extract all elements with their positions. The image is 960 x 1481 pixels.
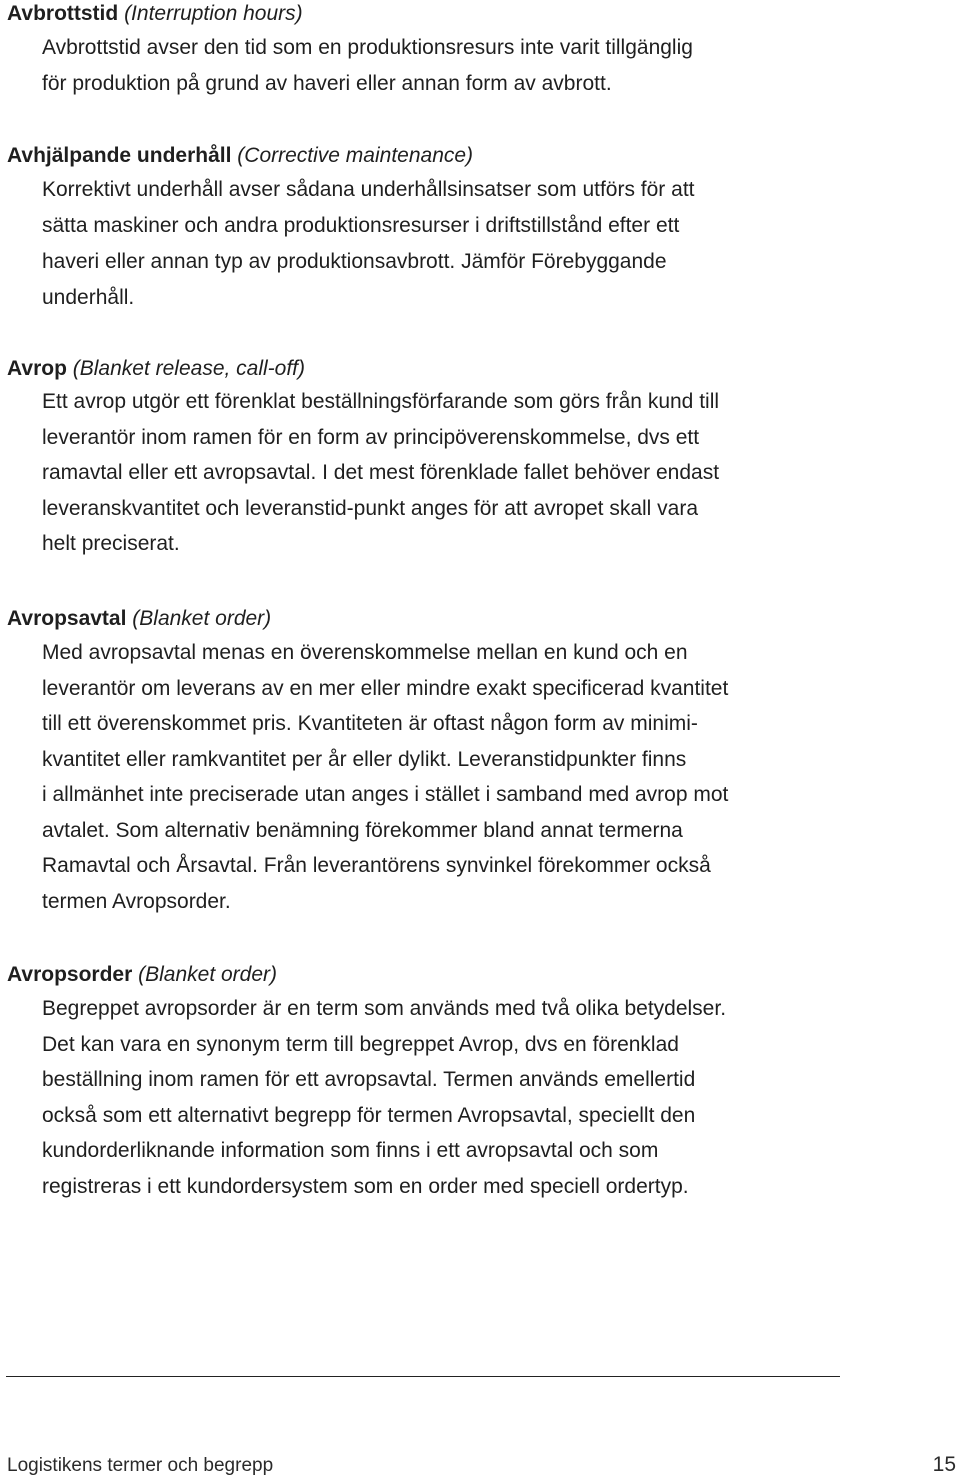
glossary-entry-avbrottstid (7, 0, 907, 102)
definition-line: leverantör inom ramen för en form av principöverenskommelse, dvs ett (42, 425, 700, 449)
definition-line: Avbrottstid avser den tid som en produktionsresurs inte varit tillgänglig (42, 36, 693, 59)
definition-line: också som ett alternativt begrepp för termen Avropsavtal, speciellt den (42, 1103, 696, 1127)
definition-line: kvantitet eller ramkvantitet per år eller dylikt. Leveranstidpunkter finns (42, 747, 687, 771)
term-definition (42, 991, 907, 1204)
definition-line: Korrektivt underhåll avser sådana underhållsinsatser som utförs för att (42, 178, 695, 201)
definition-line: leveranskvantitet och leveranstid-punkt anges för att avropet skall vara (42, 496, 699, 520)
term-english: (Corrective maintenance) (237, 144, 474, 167)
term-definition (42, 172, 907, 316)
definition-line: underhåll. (42, 286, 135, 309)
term-name: Avrop (7, 357, 67, 380)
definition-line: ramavtal eller ett avropsavtal. I det mest förenklade fallet behöver endast (42, 461, 720, 484)
term-name: Avbrottstid (7, 2, 119, 25)
footer-divider (6, 1376, 840, 1377)
definition-line: Ramavtal och Årsavtal. Från leverantörens synvinkel förekommer också (42, 854, 711, 877)
term-heading (7, 142, 907, 170)
definition-line: beställning inom ramen för ett avropsavtal. Termen används emellertid (42, 1068, 696, 1091)
definition-line: Ett avrop utgör ett förenklat beställningsförfarande som görs från kund till (42, 390, 720, 413)
definition-line: registreras i ett kundordersystem som en order med speciell ordertyp. (42, 1174, 689, 1198)
term-english: (Blanket order) (138, 963, 277, 986)
definition-line: haveri eller annan typ av produktionsavbrott. Jämför Förebyggande (42, 250, 667, 273)
term-english: (Blanket release, call-off) (72, 357, 306, 380)
term-heading (7, 605, 907, 633)
definition-line: i allmänhet inte preciserade utan anges i stället i samband med avrop mot (42, 783, 729, 806)
term-name: Avropsorder (7, 963, 133, 986)
definition-line: leverantör om leverans av en mer eller mindre exakt specificerad kvantitet (42, 676, 729, 700)
term-english: (Interruption hours) (124, 2, 303, 25)
term-definition (42, 635, 907, 919)
definition-line: till ett överenskommet pris. Kvantiteten är oftast någon form av minimi- (42, 712, 698, 735)
definition-line: termen Avropsorder. (42, 889, 231, 913)
term-name: Avropsavtal (7, 607, 127, 630)
definition-line: för produktion på grund av haveri eller annan form av avbrott. (42, 72, 612, 95)
definition-line: kundorderliknande information som finns i ett avropsavtal och som (42, 1139, 659, 1162)
definition-line: helt preciserat. (42, 532, 180, 555)
definition-line: avtalet. Som alternativ benämning förekommer bland annat termerna (42, 818, 683, 842)
term-definition (42, 384, 907, 562)
glossary-entry-avrop (7, 355, 907, 562)
page-number: 15 (932, 1453, 956, 1476)
term-heading (7, 355, 907, 383)
term-english: (Blanket order) (132, 607, 272, 630)
definition-line: Begreppet avropsorder är en term som används med två olika betydelser. (42, 997, 727, 1020)
definition-line: Det kan vara en synonym term till begreppet Avrop, dvs en förenklad (42, 1032, 679, 1056)
definition-line: sätta maskiner och andra produktionsresurser i driftstillstånd efter ett (42, 214, 680, 237)
glossary-entry-avropsorder (7, 961, 907, 1204)
glossary-entry-avhjalpande-underhall (7, 142, 907, 316)
footer-book-title: Logistikens termer och begrepp (7, 1455, 274, 1476)
definition-line: Med avropsavtal menas en överenskommelse mellan en kund och en (42, 641, 688, 664)
term-name: Avhjälpande underhåll (7, 144, 232, 167)
term-definition (42, 30, 907, 102)
term-heading (7, 0, 907, 28)
glossary-entry-avropsavtal (7, 605, 907, 919)
term-heading (7, 961, 907, 989)
